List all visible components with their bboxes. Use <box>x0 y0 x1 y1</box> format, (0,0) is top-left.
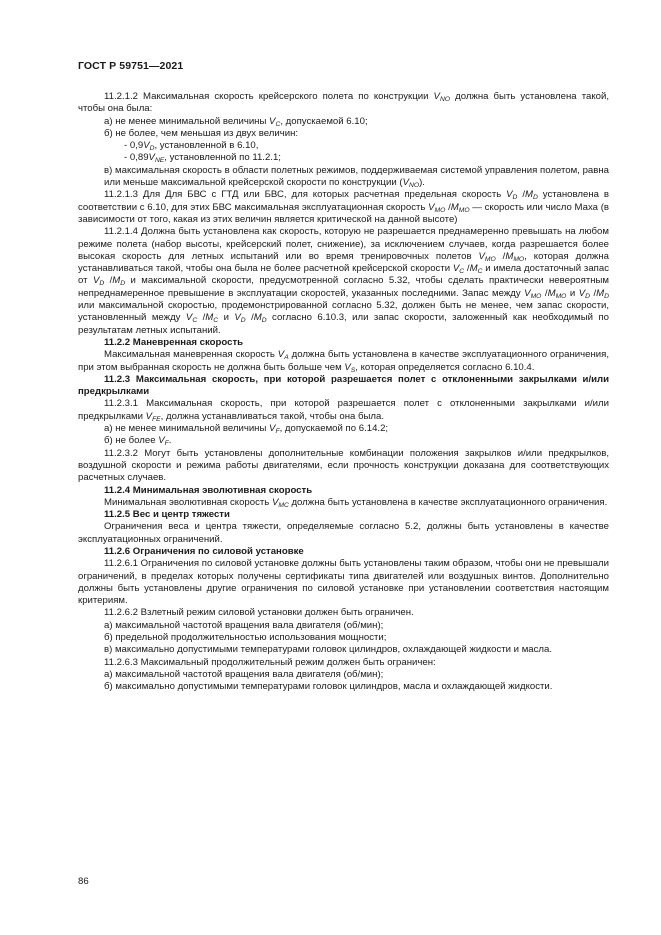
paragraph: 11.2.6.2 Взлетный режим силовой установки должен быть ограничен. <box>104 607 414 619</box>
list-item: б) максимально допустимыми температурами головок цилиндров, масла и охлаждающей жидкости. <box>104 681 553 693</box>
list-item: а) максимальной частотой вращения вала двигателя (об/мин); <box>104 619 384 631</box>
list-item: - $0,9V_D$, установленной в 6.10, <box>124 140 259 153</box>
list-item: в) максимальная скорость в области полетных режимов, поддерживаемая системой управления полетом, равна или меньше максимальной крейсерской скорости по конструкции $(V_{NO})$. <box>104 164 609 190</box>
paragraph: Максимальная маневренная скорость $V_A$ должна быть установлена в качестве эксплуатационного ограничения, при этом выбранная скорость не должна быть больше чем $V_S$, которая определяется согласно 6.10.4. <box>78 349 609 374</box>
list-item: а) максимальной частотой вращения вала двигателя (об/мин); <box>104 668 384 680</box>
section-heading: 11.2.5 Вес и центр тяжести <box>104 509 230 521</box>
list-item: - $0,89V_{NE}$, установленной по 11.2.1; <box>124 152 281 165</box>
list-item: б) не более $V_F$. <box>104 435 172 448</box>
paragraph: 11.2.3.2 Могут быть установлены дополнительные комбинации положения закрылков и/или предкрылков, воздушной скорости и режима работы двигателями, если прочность конструкции доказана для соответствующих расчетных случаев. <box>78 447 609 484</box>
list-item: а) не менее минимальной величины $V_F$, допускаемой по 6.14.2; <box>104 423 389 436</box>
section-heading: 11.2.4 Минимальная эволютивная скорость <box>104 484 313 496</box>
document-body <box>78 91 609 694</box>
paragraph: 11.2.6.3 Максимальный продолжительный режим должен быть ограничен: <box>104 656 436 668</box>
paragraph: 11.2.6.1 Ограничения по силовой установке должны быть установлены таким образом, чтобы они не превышали ограничений, в пределах которых получены сертификаты типа двигателей или воздушных винтов. Дополнительно должны быть установлены другие ограничения по силовой установке при установлении соответствия настоящим критериям. <box>78 558 609 607</box>
paragraph: Ограничения веса и центра тяжести, определяемые согласно 5.2, должны быть установлены в качестве эксплуатационных ограничений. <box>78 521 609 545</box>
list-item: в) максимально допустимыми температурами головок цилиндров, охлаждающей жидкости и масла. <box>104 644 553 656</box>
list-item: б) предельной продолжительностью использования мощности; <box>104 632 387 644</box>
paragraph: 11.2.1.3 Для Для БВС с ГТД или БВС, для которых расчетная предельная скорость $V_D$ $/M_D$ установлена в соответствии с 6.10, для этих БВС максимальная эксплуатационная скорость $V_{MO}$ $/M_{MO}$ — скорость или число Маха (в зависимости от того, какая из этих величин является критической на данной высоте) <box>78 189 610 225</box>
section-heading: 11.2.6 Ограничения по силовой установке <box>104 545 304 557</box>
section-heading: 11.2.2 Маневренная скорость <box>104 336 244 348</box>
page-number: 86 <box>78 876 89 887</box>
paragraph: Минимальная эволютивная скорость $V_{MC}$ должна быть установлена в качестве эксплуатационного ограничения. <box>104 496 608 509</box>
paragraph: 11.2.3.1 Максимальная скорость, при которой разрешается полет с отклоненными закрылками и/или предкрылками $V_{FE}$, должна устанавливаться такой, чтобы она была. <box>78 398 609 423</box>
paragraph: 11.2.1.4 Должна быть установлена как скорость, которую не разрешается преднамеренно превышать на любом режиме полета (набор высоты, крейсерский полет, снижение), за исключением случаев, когда разрешается более высокая скорость для летных испытаний или во время тренировочных полетов $V_{MO}$ $/M_{MO}$, которая должна устанавливаться такой, чтобы она была не более расчетной крейсерской скорости $V_C$ $/M_C$ и имела достаточный запас от $V_D$ $/M_D$ и максимальной скорости, предусмотренной согласно 5.32, чтобы сделать практически невероятным непреднамеренное превышение в эксплуатации скоростей, указанных последними. Запас между $V_{MO}$ $/M_{MO}$ и $V_D$ $/M_D$ или максимальной скоростью, продемонстрированной согласно 5.32, должен быть не менее, чем запас скорости, установленный между $V_C$ $/M_C$ и $V_D$ $/M_D$ согласно 6.10.3, или запас скорости, заложенный как необходимый по результатам летных испытаний. <box>78 226 610 336</box>
section-heading: 11.2.3 Максимальная скорость, при которой разрешается полет с отклоненными закрылками и/или предкрылками <box>78 373 609 398</box>
list-item: б) не более, чем меньшая из двух величин: <box>104 127 299 139</box>
paragraph: 11.2.1.2 Максимальная скорость крейсерского полета по конструкции $V_{NO}$ должна быть установлена такой, чтобы она была: <box>78 91 609 115</box>
list-item: а) не менее минимальной величины $V_C$, допускаемой 6.10; <box>104 115 368 128</box>
document-header: ГОСТ Р 59751—2021 <box>78 60 184 72</box>
